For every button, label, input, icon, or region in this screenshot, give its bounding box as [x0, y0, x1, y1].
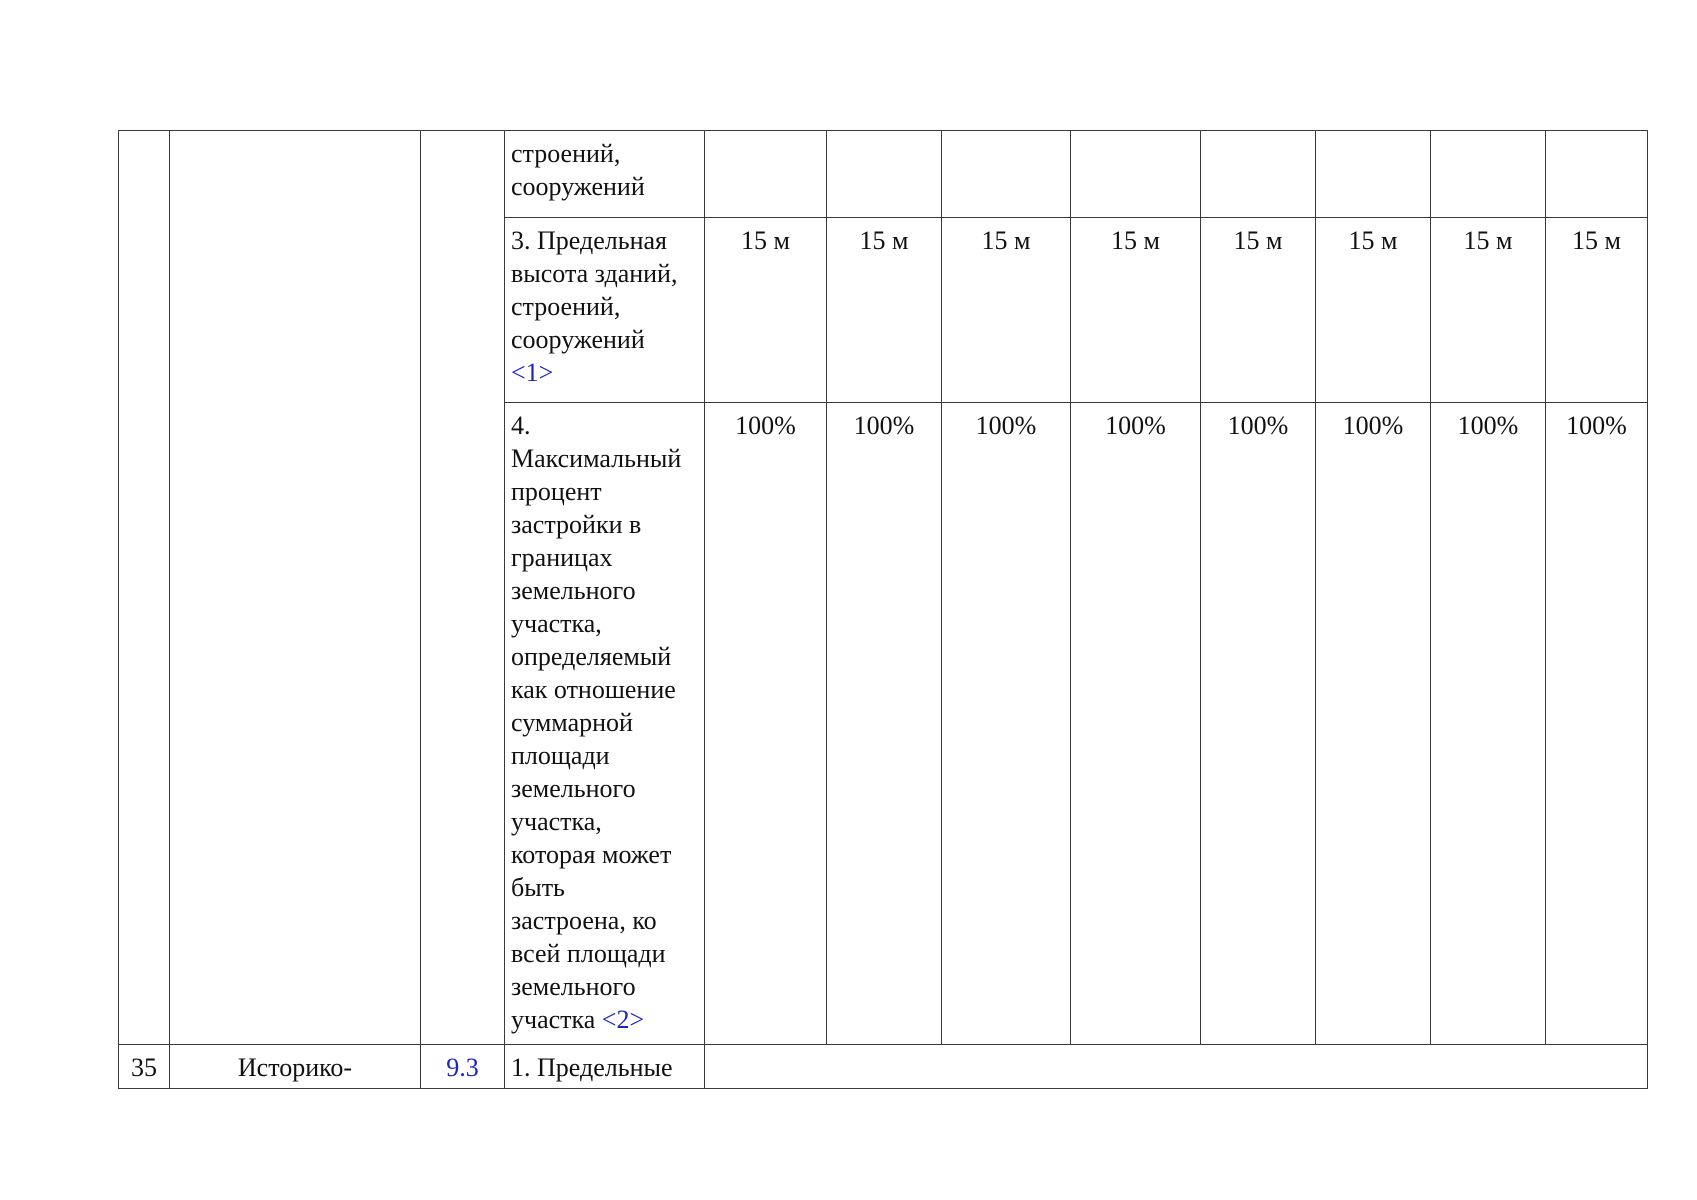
row-number: 35	[119, 1045, 170, 1089]
parameter-cell	[505, 131, 705, 218]
table-row-35	[119, 1045, 1648, 1089]
value-cell	[1201, 131, 1316, 218]
zone-code-link[interactable]: 9.3	[446, 1053, 479, 1082]
value-cell: 15 м	[1071, 218, 1201, 403]
merged-value-cell	[705, 1045, 1648, 1089]
footnote-link-2[interactable]: <2>	[601, 1005, 645, 1034]
footnote-link-1[interactable]: <1>	[511, 358, 554, 387]
zoning-parameters-table	[118, 130, 1648, 1089]
cell-number-continued	[119, 131, 170, 1045]
value-cell: 100%	[1316, 403, 1431, 1045]
value-cell	[942, 131, 1071, 218]
value-cell: 100%	[1546, 403, 1648, 1045]
value-cell: 15 м	[827, 218, 942, 403]
value-cell: 100%	[1431, 403, 1546, 1045]
zone-name: Историко-	[170, 1045, 421, 1089]
value-cell: 15 м	[1431, 218, 1546, 403]
value-cell	[1546, 131, 1648, 218]
cell-code-continued	[421, 131, 505, 1045]
table-row-strip	[119, 131, 1648, 218]
parameter-cell	[505, 403, 705, 1045]
value-cell: 15 м	[1546, 218, 1648, 403]
value-cell	[705, 131, 827, 218]
value-cell: 15 м	[942, 218, 1071, 403]
value-cell: 100%	[1071, 403, 1201, 1045]
parameter-text: 3. Предельная высота зданий, строений, сооружений	[511, 226, 678, 354]
parameter-cell	[505, 218, 705, 403]
value-cell: 100%	[942, 403, 1071, 1045]
parameter-text: строений, сооружений	[511, 139, 645, 201]
value-cell	[1071, 131, 1201, 218]
value-cell	[827, 131, 942, 218]
value-cell: 15 м	[1316, 218, 1431, 403]
value-cell: 100%	[705, 403, 827, 1045]
parameter-text: 4. Максимальный процент застройки в границах земельного участка, определяемый как отношение суммарной площади земельного участка, которая может быть застроена, ко всей площади земельного участка	[511, 411, 682, 1034]
value-cell: 15 м	[1201, 218, 1316, 403]
value-cell	[1431, 131, 1546, 218]
zone-code	[421, 1045, 505, 1089]
value-cell: 15 м	[705, 218, 827, 403]
value-cell: 100%	[1201, 403, 1316, 1045]
cell-name-continued	[170, 131, 421, 1045]
value-cell: 100%	[827, 403, 942, 1045]
parameter-cell: 1. Предельные	[505, 1045, 705, 1089]
value-cell	[1316, 131, 1431, 218]
